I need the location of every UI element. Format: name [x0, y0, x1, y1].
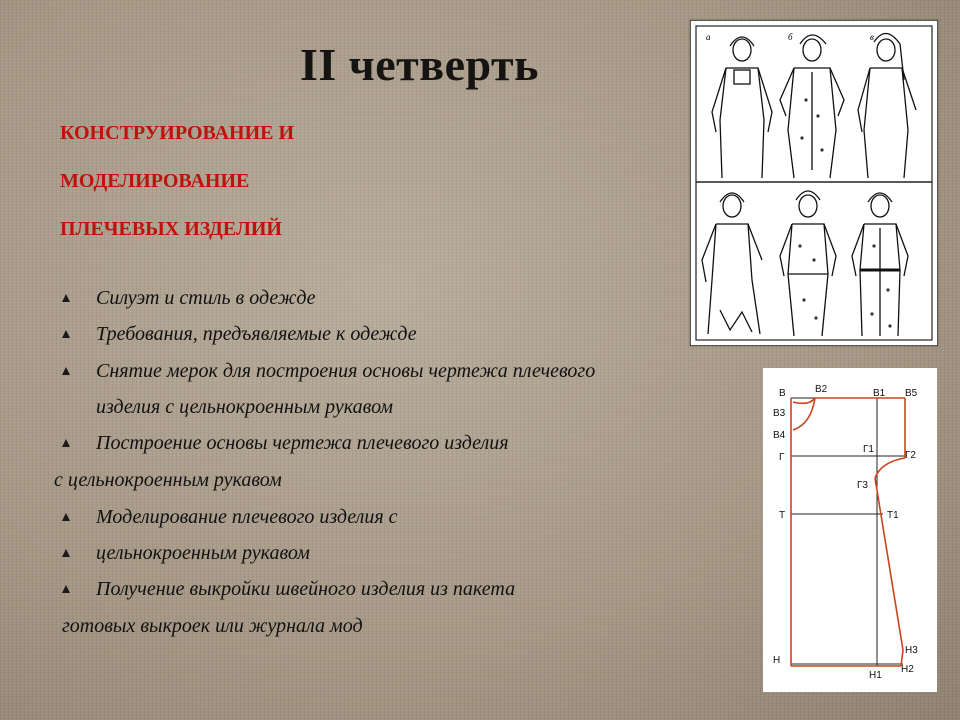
- label-B2: В2: [815, 384, 828, 395]
- label-G: Г: [779, 452, 785, 463]
- topic-item: Получение выкройки швейного изделия из пакета: [96, 578, 516, 600]
- label-H1: Н1: [869, 670, 882, 681]
- page-title: II четверть: [300, 39, 539, 90]
- topic-item: с цельнокроенным рукавом: [54, 469, 282, 491]
- bullet-icon: [62, 367, 70, 375]
- topic-item: цельнокроенным рукавом: [96, 542, 310, 564]
- pattern-draft-icon: [763, 368, 937, 692]
- topic-item: Моделирование плечевого изделия с: [96, 506, 398, 528]
- bullet-icon: [62, 439, 70, 447]
- pattern-drawing: [763, 368, 937, 692]
- label-T1: Т1: [887, 510, 899, 521]
- panel-letter-a: а: [706, 32, 711, 42]
- bullet-icon: [62, 294, 70, 302]
- fashion-sketch-icon: [690, 20, 938, 346]
- topic-item: Силуэт и стиль в одежде: [96, 287, 316, 309]
- label-B3: В3: [773, 408, 786, 419]
- label-T: Т: [779, 510, 786, 521]
- topic-item: Требования, предъявляемые к одежде: [96, 323, 417, 345]
- topic-item: Снятие мерок для построения основы чертежа плечевого: [96, 360, 596, 382]
- label-H3: Н3: [905, 645, 918, 656]
- label-H2: Н2: [901, 664, 914, 675]
- topic-item: Построение основы чертежа плечевого изделия: [96, 432, 509, 454]
- subtitle-line-2: МОДЕЛИРОВАНИЕ: [60, 170, 250, 192]
- bullet-icon: [62, 549, 70, 557]
- label-G1: Г1: [863, 444, 874, 455]
- topic-item: изделия с цельнокроенным рукавом: [96, 396, 394, 418]
- label-H: Н: [773, 655, 781, 666]
- label-B1: В1: [873, 388, 886, 399]
- panel-letter-b: б: [788, 32, 793, 42]
- label-B: В: [779, 388, 786, 399]
- subtitle-line-3: ПЛЕЧЕВЫХ ИЗДЕЛИЙ: [60, 218, 282, 240]
- bullet-icon: [62, 513, 70, 521]
- label-G2: Г2: [905, 450, 916, 461]
- label-B4: В4: [773, 430, 786, 441]
- bullet-icon: [62, 585, 70, 593]
- label-G3: Г3: [857, 480, 868, 491]
- fashion-illustration: [690, 20, 938, 346]
- bullet-icon: [62, 330, 70, 338]
- topic-item: готовых выкроек или журнала мод: [62, 615, 363, 637]
- subtitle-line-1: КОНСТРУИРОВАНИЕ И: [60, 122, 295, 144]
- panel-letter-v: в: [870, 32, 874, 42]
- label-B5: В5: [905, 388, 918, 399]
